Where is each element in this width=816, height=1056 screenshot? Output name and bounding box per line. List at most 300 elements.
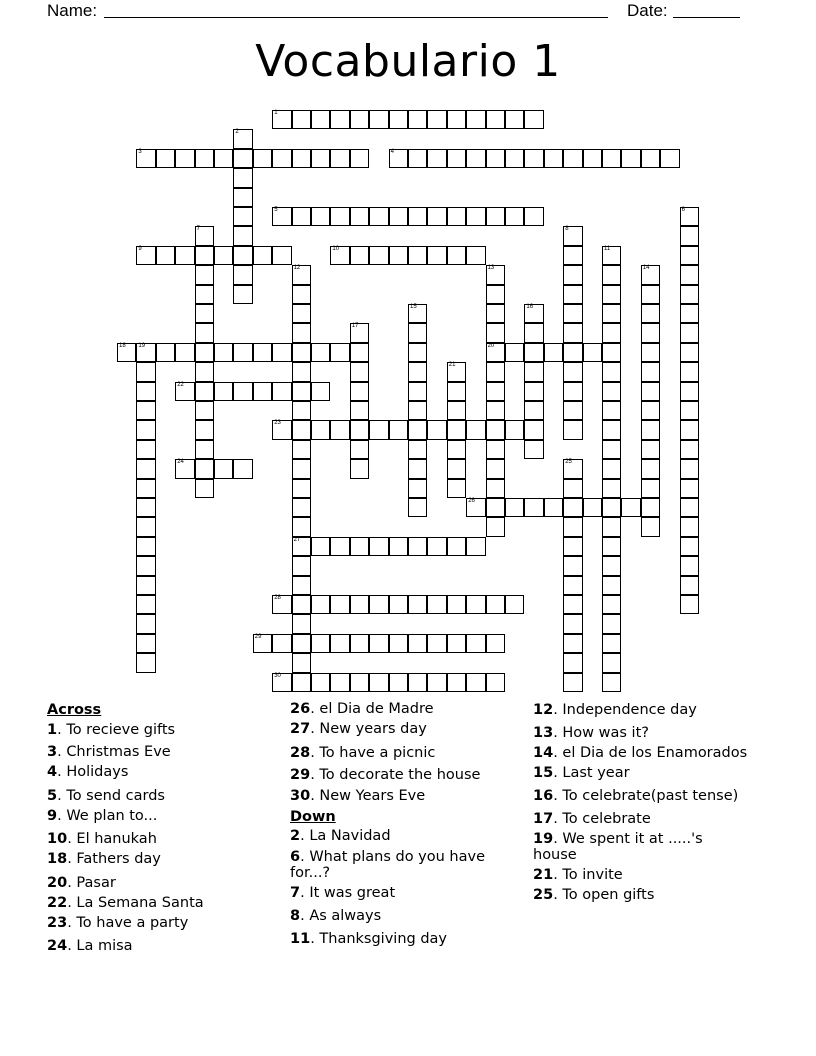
crossword-cell[interactable] bbox=[602, 401, 621, 420]
crossword-cell[interactable] bbox=[680, 207, 699, 226]
crossword-cell[interactable] bbox=[369, 595, 388, 614]
crossword-cell[interactable] bbox=[195, 149, 214, 168]
crossword-cell[interactable] bbox=[641, 420, 660, 439]
crossword-cell[interactable] bbox=[408, 382, 427, 401]
crossword-cell[interactable] bbox=[641, 498, 660, 517]
crossword-cell[interactable] bbox=[136, 595, 155, 614]
crossword-cell[interactable] bbox=[330, 343, 349, 362]
crossword-cell[interactable] bbox=[369, 634, 388, 653]
crossword-cell[interactable] bbox=[214, 149, 233, 168]
crossword-cell[interactable] bbox=[447, 207, 466, 226]
crossword-cell[interactable] bbox=[680, 323, 699, 342]
crossword-cell[interactable] bbox=[292, 634, 311, 653]
crossword-cell[interactable] bbox=[466, 537, 485, 556]
crossword-cell[interactable] bbox=[602, 673, 621, 692]
crossword-cell[interactable] bbox=[486, 207, 505, 226]
crossword-cell[interactable] bbox=[389, 634, 408, 653]
crossword-cell[interactable] bbox=[272, 673, 291, 692]
crossword-cell[interactable] bbox=[156, 343, 175, 362]
crossword-cell[interactable] bbox=[486, 517, 505, 536]
crossword-cell[interactable] bbox=[680, 362, 699, 381]
crossword-cell[interactable] bbox=[524, 110, 543, 129]
crossword-cell[interactable] bbox=[175, 149, 194, 168]
crossword-cell[interactable] bbox=[486, 362, 505, 381]
crossword-cell[interactable] bbox=[311, 382, 330, 401]
crossword-cell[interactable] bbox=[680, 246, 699, 265]
crossword-cell[interactable] bbox=[447, 440, 466, 459]
crossword-cell[interactable] bbox=[524, 498, 543, 517]
crossword-cell[interactable] bbox=[292, 440, 311, 459]
crossword-cell[interactable] bbox=[233, 168, 252, 187]
crossword-cell[interactable] bbox=[311, 537, 330, 556]
crossword-cell[interactable] bbox=[486, 498, 505, 517]
crossword-cell[interactable] bbox=[311, 110, 330, 129]
crossword-cell[interactable] bbox=[292, 362, 311, 381]
crossword-cell[interactable] bbox=[466, 420, 485, 439]
crossword-cell[interactable] bbox=[524, 440, 543, 459]
crossword-cell[interactable] bbox=[466, 207, 485, 226]
crossword-cell[interactable] bbox=[524, 304, 543, 323]
crossword-cell[interactable] bbox=[563, 246, 582, 265]
crossword-cell[interactable] bbox=[175, 459, 194, 478]
crossword-cell[interactable] bbox=[408, 498, 427, 517]
crossword-cell[interactable] bbox=[563, 265, 582, 284]
crossword-cell[interactable] bbox=[563, 517, 582, 536]
crossword-cell[interactable] bbox=[292, 595, 311, 614]
crossword-cell[interactable] bbox=[602, 653, 621, 672]
crossword-cell[interactable] bbox=[563, 576, 582, 595]
crossword-cell[interactable] bbox=[350, 634, 369, 653]
crossword-cell[interactable] bbox=[641, 401, 660, 420]
crossword-cell[interactable] bbox=[447, 595, 466, 614]
crossword-cell[interactable] bbox=[272, 149, 291, 168]
name-field[interactable] bbox=[104, 17, 608, 18]
crossword-cell[interactable] bbox=[544, 149, 563, 168]
crossword-cell[interactable] bbox=[311, 595, 330, 614]
crossword-cell[interactable] bbox=[602, 246, 621, 265]
crossword-cell[interactable] bbox=[350, 459, 369, 478]
crossword-cell[interactable] bbox=[408, 537, 427, 556]
crossword-cell[interactable] bbox=[486, 420, 505, 439]
crossword-cell[interactable] bbox=[195, 226, 214, 245]
crossword-cell[interactable] bbox=[330, 110, 349, 129]
crossword-cell[interactable] bbox=[505, 498, 524, 517]
crossword-cell[interactable] bbox=[136, 537, 155, 556]
crossword-cell[interactable] bbox=[680, 382, 699, 401]
crossword-cell[interactable] bbox=[292, 556, 311, 575]
crossword-cell[interactable] bbox=[408, 207, 427, 226]
crossword-cell[interactable] bbox=[136, 420, 155, 439]
crossword-cell[interactable] bbox=[292, 576, 311, 595]
crossword-cell[interactable] bbox=[408, 362, 427, 381]
crossword-cell[interactable] bbox=[466, 498, 485, 517]
crossword-cell[interactable] bbox=[505, 110, 524, 129]
crossword-cell[interactable] bbox=[563, 285, 582, 304]
crossword-cell[interactable] bbox=[427, 634, 446, 653]
crossword-cell[interactable] bbox=[408, 459, 427, 478]
crossword-cell[interactable] bbox=[369, 207, 388, 226]
crossword-cell[interactable] bbox=[641, 459, 660, 478]
crossword-cell[interactable] bbox=[563, 653, 582, 672]
crossword-cell[interactable] bbox=[544, 498, 563, 517]
crossword-cell[interactable] bbox=[350, 401, 369, 420]
crossword-cell[interactable] bbox=[233, 188, 252, 207]
crossword-cell[interactable] bbox=[233, 459, 252, 478]
crossword-cell[interactable] bbox=[330, 420, 349, 439]
crossword-cell[interactable] bbox=[524, 382, 543, 401]
crossword-cell[interactable] bbox=[641, 323, 660, 342]
crossword-cell[interactable] bbox=[272, 634, 291, 653]
crossword-cell[interactable] bbox=[486, 479, 505, 498]
crossword-cell[interactable] bbox=[505, 420, 524, 439]
crossword-cell[interactable] bbox=[175, 343, 194, 362]
crossword-cell[interactable] bbox=[408, 246, 427, 265]
crossword-cell[interactable] bbox=[292, 343, 311, 362]
crossword-cell[interactable] bbox=[486, 673, 505, 692]
crossword-cell[interactable] bbox=[563, 556, 582, 575]
crossword-cell[interactable] bbox=[621, 498, 640, 517]
crossword-cell[interactable] bbox=[369, 110, 388, 129]
crossword-cell[interactable] bbox=[292, 304, 311, 323]
crossword-cell[interactable] bbox=[641, 343, 660, 362]
crossword-cell[interactable] bbox=[408, 673, 427, 692]
crossword-cell[interactable] bbox=[272, 343, 291, 362]
crossword-cell[interactable] bbox=[292, 149, 311, 168]
crossword-cell[interactable] bbox=[136, 517, 155, 536]
crossword-cell[interactable] bbox=[253, 149, 272, 168]
crossword-cell[interactable] bbox=[292, 420, 311, 439]
crossword-cell[interactable] bbox=[408, 304, 427, 323]
crossword-cell[interactable] bbox=[292, 401, 311, 420]
crossword-cell[interactable] bbox=[486, 304, 505, 323]
crossword-cell[interactable] bbox=[214, 459, 233, 478]
crossword-cell[interactable] bbox=[195, 420, 214, 439]
crossword-cell[interactable] bbox=[136, 343, 155, 362]
crossword-cell[interactable] bbox=[641, 265, 660, 284]
crossword-cell[interactable] bbox=[350, 440, 369, 459]
crossword-cell[interactable] bbox=[602, 440, 621, 459]
crossword-cell[interactable] bbox=[292, 479, 311, 498]
crossword-cell[interactable] bbox=[156, 246, 175, 265]
crossword-cell[interactable] bbox=[117, 343, 136, 362]
crossword-cell[interactable] bbox=[447, 459, 466, 478]
crossword-cell[interactable] bbox=[408, 440, 427, 459]
crossword-cell[interactable] bbox=[292, 537, 311, 556]
crossword-cell[interactable] bbox=[641, 517, 660, 536]
crossword-cell[interactable] bbox=[233, 382, 252, 401]
crossword-cell[interactable] bbox=[505, 343, 524, 362]
crossword-cell[interactable] bbox=[175, 382, 194, 401]
crossword-cell[interactable] bbox=[136, 498, 155, 517]
crossword-cell[interactable] bbox=[408, 420, 427, 439]
crossword-cell[interactable] bbox=[233, 265, 252, 284]
crossword-cell[interactable] bbox=[136, 576, 155, 595]
crossword-cell[interactable] bbox=[175, 246, 194, 265]
crossword-cell[interactable] bbox=[466, 634, 485, 653]
crossword-cell[interactable] bbox=[253, 382, 272, 401]
crossword-cell[interactable] bbox=[311, 149, 330, 168]
crossword-cell[interactable] bbox=[563, 362, 582, 381]
crossword-cell[interactable] bbox=[389, 149, 408, 168]
crossword-cell[interactable] bbox=[389, 595, 408, 614]
crossword-cell[interactable] bbox=[602, 517, 621, 536]
crossword-cell[interactable] bbox=[505, 595, 524, 614]
crossword-cell[interactable] bbox=[233, 207, 252, 226]
crossword-cell[interactable] bbox=[486, 323, 505, 342]
crossword-cell[interactable] bbox=[253, 634, 272, 653]
crossword-cell[interactable] bbox=[214, 343, 233, 362]
crossword-cell[interactable] bbox=[602, 265, 621, 284]
crossword-cell[interactable] bbox=[292, 265, 311, 284]
crossword-cell[interactable] bbox=[136, 401, 155, 420]
crossword-cell[interactable] bbox=[272, 110, 291, 129]
crossword-cell[interactable] bbox=[447, 479, 466, 498]
crossword-cell[interactable] bbox=[680, 498, 699, 517]
crossword-cell[interactable] bbox=[408, 343, 427, 362]
crossword-cell[interactable] bbox=[602, 420, 621, 439]
crossword-cell[interactable] bbox=[563, 459, 582, 478]
crossword-cell[interactable] bbox=[563, 479, 582, 498]
crossword-cell[interactable] bbox=[389, 110, 408, 129]
crossword-cell[interactable] bbox=[563, 149, 582, 168]
crossword-cell[interactable] bbox=[427, 420, 446, 439]
crossword-cell[interactable] bbox=[272, 207, 291, 226]
crossword-cell[interactable] bbox=[233, 285, 252, 304]
crossword-cell[interactable] bbox=[292, 285, 311, 304]
crossword-cell[interactable] bbox=[680, 440, 699, 459]
crossword-cell[interactable] bbox=[195, 440, 214, 459]
crossword-cell[interactable] bbox=[350, 420, 369, 439]
crossword-cell[interactable] bbox=[253, 246, 272, 265]
crossword-cell[interactable] bbox=[136, 382, 155, 401]
crossword-cell[interactable] bbox=[563, 226, 582, 245]
crossword-cell[interactable] bbox=[602, 479, 621, 498]
crossword-cell[interactable] bbox=[311, 207, 330, 226]
crossword-cell[interactable] bbox=[680, 226, 699, 245]
crossword-cell[interactable] bbox=[505, 207, 524, 226]
crossword-cell[interactable] bbox=[602, 576, 621, 595]
crossword-cell[interactable] bbox=[641, 479, 660, 498]
crossword-cell[interactable] bbox=[427, 673, 446, 692]
crossword-cell[interactable] bbox=[466, 595, 485, 614]
crossword-cell[interactable] bbox=[563, 498, 582, 517]
crossword-cell[interactable] bbox=[233, 343, 252, 362]
crossword-cell[interactable] bbox=[466, 673, 485, 692]
crossword-cell[interactable] bbox=[466, 110, 485, 129]
crossword-cell[interactable] bbox=[544, 343, 563, 362]
crossword-cell[interactable] bbox=[427, 537, 446, 556]
crossword-cell[interactable] bbox=[680, 595, 699, 614]
crossword-cell[interactable] bbox=[195, 265, 214, 284]
crossword-cell[interactable] bbox=[311, 420, 330, 439]
crossword-cell[interactable] bbox=[680, 304, 699, 323]
crossword-cell[interactable] bbox=[563, 401, 582, 420]
crossword-cell[interactable] bbox=[680, 537, 699, 556]
crossword-cell[interactable] bbox=[524, 323, 543, 342]
crossword-cell[interactable] bbox=[195, 401, 214, 420]
crossword-cell[interactable] bbox=[214, 246, 233, 265]
crossword-cell[interactable] bbox=[408, 323, 427, 342]
crossword-cell[interactable] bbox=[350, 207, 369, 226]
crossword-cell[interactable] bbox=[602, 537, 621, 556]
crossword-cell[interactable] bbox=[641, 382, 660, 401]
crossword-cell[interactable] bbox=[214, 382, 233, 401]
crossword-cell[interactable] bbox=[660, 149, 679, 168]
crossword-cell[interactable] bbox=[447, 634, 466, 653]
crossword-cell[interactable] bbox=[330, 207, 349, 226]
crossword-cell[interactable] bbox=[680, 265, 699, 284]
crossword-cell[interactable] bbox=[195, 285, 214, 304]
crossword-cell[interactable] bbox=[621, 149, 640, 168]
crossword-cell[interactable] bbox=[330, 673, 349, 692]
crossword-cell[interactable] bbox=[680, 556, 699, 575]
crossword-cell[interactable] bbox=[602, 634, 621, 653]
crossword-cell[interactable] bbox=[330, 537, 349, 556]
crossword-cell[interactable] bbox=[350, 323, 369, 342]
crossword-cell[interactable] bbox=[447, 149, 466, 168]
crossword-cell[interactable] bbox=[602, 614, 621, 633]
crossword-cell[interactable] bbox=[641, 285, 660, 304]
crossword-cell[interactable] bbox=[486, 459, 505, 478]
crossword-cell[interactable] bbox=[195, 343, 214, 362]
crossword-cell[interactable] bbox=[602, 149, 621, 168]
crossword-cell[interactable] bbox=[602, 556, 621, 575]
crossword-cell[interactable] bbox=[447, 537, 466, 556]
crossword-cell[interactable] bbox=[389, 246, 408, 265]
crossword-cell[interactable] bbox=[292, 459, 311, 478]
crossword-cell[interactable] bbox=[136, 479, 155, 498]
crossword-cell[interactable] bbox=[195, 479, 214, 498]
crossword-cell[interactable] bbox=[292, 653, 311, 672]
crossword-cell[interactable] bbox=[602, 382, 621, 401]
crossword-cell[interactable] bbox=[350, 362, 369, 381]
crossword-cell[interactable] bbox=[447, 246, 466, 265]
crossword-cell[interactable] bbox=[524, 401, 543, 420]
crossword-cell[interactable] bbox=[583, 149, 602, 168]
crossword-cell[interactable] bbox=[524, 420, 543, 439]
crossword-cell[interactable] bbox=[389, 537, 408, 556]
crossword-cell[interactable] bbox=[680, 517, 699, 536]
crossword-cell[interactable] bbox=[524, 149, 543, 168]
crossword-cell[interactable] bbox=[447, 420, 466, 439]
crossword-cell[interactable] bbox=[680, 576, 699, 595]
crossword-cell[interactable] bbox=[350, 149, 369, 168]
crossword-cell[interactable] bbox=[563, 323, 582, 342]
crossword-cell[interactable] bbox=[195, 459, 214, 478]
crossword-cell[interactable] bbox=[486, 285, 505, 304]
crossword-cell[interactable] bbox=[389, 207, 408, 226]
crossword-cell[interactable] bbox=[195, 362, 214, 381]
crossword-cell[interactable] bbox=[330, 595, 349, 614]
crossword-cell[interactable] bbox=[408, 110, 427, 129]
crossword-cell[interactable] bbox=[563, 614, 582, 633]
crossword-cell[interactable] bbox=[563, 634, 582, 653]
crossword-cell[interactable] bbox=[330, 149, 349, 168]
crossword-cell[interactable] bbox=[602, 498, 621, 517]
crossword-cell[interactable] bbox=[563, 304, 582, 323]
crossword-cell[interactable] bbox=[350, 537, 369, 556]
crossword-cell[interactable] bbox=[486, 265, 505, 284]
crossword-cell[interactable] bbox=[233, 129, 252, 148]
crossword-cell[interactable] bbox=[292, 614, 311, 633]
crossword-cell[interactable] bbox=[680, 401, 699, 420]
crossword-cell[interactable] bbox=[583, 343, 602, 362]
crossword-cell[interactable] bbox=[427, 149, 446, 168]
crossword-cell[interactable] bbox=[136, 362, 155, 381]
crossword-cell[interactable] bbox=[447, 382, 466, 401]
crossword-cell[interactable] bbox=[389, 673, 408, 692]
crossword-cell[interactable] bbox=[350, 343, 369, 362]
crossword-cell[interactable] bbox=[369, 673, 388, 692]
crossword-cell[interactable] bbox=[408, 401, 427, 420]
crossword-cell[interactable] bbox=[330, 246, 349, 265]
crossword-cell[interactable] bbox=[583, 498, 602, 517]
crossword-cell[interactable] bbox=[389, 420, 408, 439]
crossword-cell[interactable] bbox=[292, 110, 311, 129]
crossword-cell[interactable] bbox=[524, 207, 543, 226]
crossword-cell[interactable] bbox=[486, 149, 505, 168]
crossword-cell[interactable] bbox=[136, 246, 155, 265]
crossword-cell[interactable] bbox=[136, 653, 155, 672]
crossword-cell[interactable] bbox=[563, 343, 582, 362]
crossword-cell[interactable] bbox=[369, 420, 388, 439]
crossword-cell[interactable] bbox=[292, 207, 311, 226]
crossword-cell[interactable] bbox=[602, 323, 621, 342]
crossword-cell[interactable] bbox=[136, 149, 155, 168]
crossword-cell[interactable] bbox=[408, 634, 427, 653]
crossword-cell[interactable] bbox=[486, 595, 505, 614]
crossword-cell[interactable] bbox=[350, 382, 369, 401]
crossword-cell[interactable] bbox=[156, 149, 175, 168]
crossword-cell[interactable] bbox=[486, 634, 505, 653]
crossword-cell[interactable] bbox=[563, 673, 582, 692]
crossword-cell[interactable] bbox=[195, 382, 214, 401]
crossword-cell[interactable] bbox=[602, 362, 621, 381]
crossword-cell[interactable] bbox=[680, 459, 699, 478]
crossword-cell[interactable] bbox=[350, 673, 369, 692]
crossword-cell[interactable] bbox=[292, 673, 311, 692]
crossword-cell[interactable] bbox=[447, 362, 466, 381]
crossword-cell[interactable] bbox=[136, 556, 155, 575]
crossword-cell[interactable] bbox=[563, 595, 582, 614]
crossword-cell[interactable] bbox=[427, 110, 446, 129]
crossword-cell[interactable] bbox=[136, 459, 155, 478]
crossword-cell[interactable] bbox=[524, 343, 543, 362]
crossword-cell[interactable] bbox=[272, 382, 291, 401]
crossword-cell[interactable] bbox=[233, 149, 252, 168]
crossword-cell[interactable] bbox=[486, 382, 505, 401]
crossword-cell[interactable] bbox=[505, 149, 524, 168]
crossword-cell[interactable] bbox=[350, 110, 369, 129]
crossword-cell[interactable] bbox=[524, 362, 543, 381]
crossword-cell[interactable] bbox=[486, 110, 505, 129]
crossword-cell[interactable] bbox=[641, 362, 660, 381]
crossword-cell[interactable] bbox=[350, 246, 369, 265]
crossword-cell[interactable] bbox=[292, 382, 311, 401]
crossword-cell[interactable] bbox=[311, 673, 330, 692]
crossword-cell[interactable] bbox=[641, 304, 660, 323]
crossword-cell[interactable] bbox=[330, 634, 349, 653]
crossword-cell[interactable] bbox=[408, 595, 427, 614]
crossword-cell[interactable] bbox=[311, 634, 330, 653]
date-field[interactable] bbox=[673, 17, 740, 18]
crossword-cell[interactable] bbox=[563, 537, 582, 556]
crossword-cell[interactable] bbox=[292, 323, 311, 342]
crossword-cell[interactable] bbox=[486, 401, 505, 420]
crossword-cell[interactable] bbox=[233, 246, 252, 265]
crossword-cell[interactable] bbox=[253, 343, 272, 362]
crossword-cell[interactable] bbox=[369, 246, 388, 265]
